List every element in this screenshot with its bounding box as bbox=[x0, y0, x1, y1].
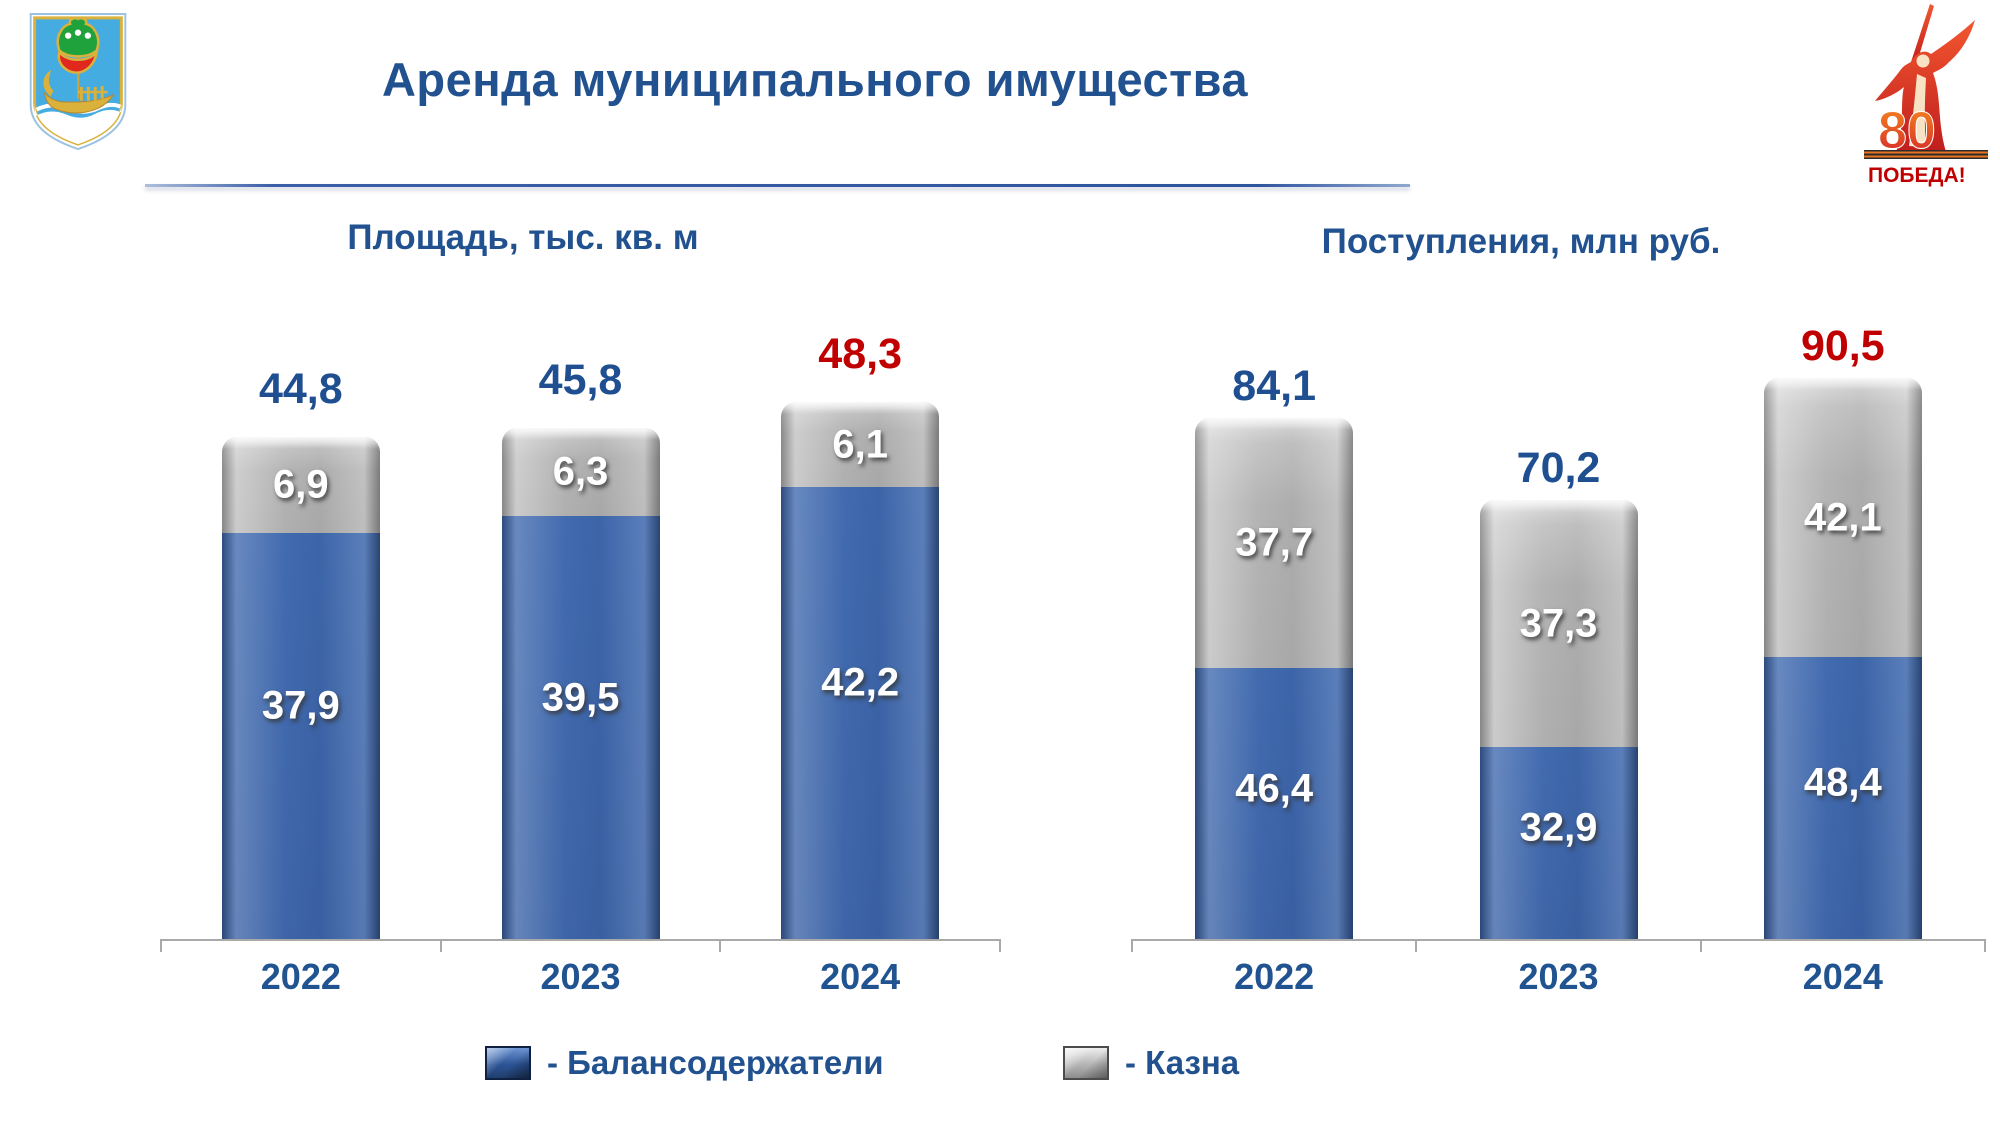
title-divider bbox=[145, 184, 1410, 187]
bar-segment-balance bbox=[502, 516, 660, 939]
bar-cap-highlight bbox=[502, 428, 660, 440]
x-axis-label-2023: 2023 bbox=[1518, 956, 1599, 997]
legend-item-kazna bbox=[1063, 1043, 1239, 1083]
bar-segment-balance bbox=[1764, 657, 1922, 939]
x-axis-label-2024: 2024 bbox=[1802, 956, 1883, 997]
x-axis-tick bbox=[1984, 939, 1986, 952]
bar-cap-highlight bbox=[781, 402, 939, 414]
stacked-bar-2022 bbox=[222, 437, 380, 939]
stacked-bar-2024 bbox=[781, 402, 939, 939]
victory-number: 80 bbox=[1878, 102, 1936, 160]
x-axis-label-2024: 2024 bbox=[820, 956, 901, 997]
bar-cap-highlight bbox=[1764, 378, 1922, 390]
total-value-label: 90,5 bbox=[1800, 322, 1885, 370]
x-axis-line bbox=[1132, 939, 1985, 941]
bar-segment-kazna bbox=[1195, 418, 1353, 668]
total-value-label: 45,8 bbox=[538, 356, 623, 404]
segment-value-label: 42,2 bbox=[821, 660, 900, 705]
stacked-bar-2024 bbox=[1764, 378, 1922, 939]
page-title: Аренда муниципального имущества bbox=[381, 53, 1249, 106]
segment-value-label: 48,4 bbox=[1803, 760, 1882, 805]
bar-cap-highlight bbox=[1480, 500, 1638, 512]
city-coat-of-arms-icon bbox=[28, 12, 128, 150]
victory-80-logo bbox=[1856, 0, 1996, 198]
legend-label-balance: - Балансодержатели bbox=[547, 1044, 884, 1081]
segment-value-label: 6,9 bbox=[273, 462, 329, 507]
x-axis-label-2022: 2022 bbox=[260, 956, 341, 997]
segment-value-label: 39,5 bbox=[541, 675, 620, 719]
segment-value-label: 37,7 bbox=[1235, 520, 1314, 565]
x-axis-line bbox=[161, 939, 1000, 941]
bar-segment-kazna bbox=[781, 402, 939, 487]
x-axis-tick bbox=[719, 939, 721, 952]
stacked-bar-2023 bbox=[502, 428, 660, 939]
x-axis-tick bbox=[1131, 939, 1133, 952]
x-axis-tick bbox=[999, 939, 1001, 952]
total-value-label: 48,3 bbox=[818, 330, 903, 378]
bar-cap-highlight bbox=[1195, 418, 1353, 430]
bar-segment-balance bbox=[1480, 747, 1638, 939]
legend-swatch-blue bbox=[485, 1046, 531, 1080]
segment-value-label: 6,3 bbox=[552, 449, 609, 494]
bar-segment-kazna bbox=[1764, 378, 1922, 657]
stacked-bar-2022 bbox=[1195, 418, 1353, 939]
stacked-bar-2023 bbox=[1480, 500, 1638, 939]
total-value-label: 44,8 bbox=[258, 365, 343, 413]
segment-value-label: 6,1 bbox=[832, 422, 888, 466]
left-chart-title: Площадь, тыс. кв. м bbox=[347, 218, 699, 257]
x-axis-tick bbox=[1700, 939, 1702, 952]
segment-value-label: 37,3 bbox=[1519, 601, 1598, 645]
total-value-label: 84,1 bbox=[1232, 362, 1317, 410]
bar-segment-balance bbox=[222, 533, 380, 939]
segment-value-label: 42,1 bbox=[1803, 495, 1882, 539]
segment-value-label: 32,9 bbox=[1519, 805, 1598, 850]
bar-cap-highlight bbox=[222, 437, 380, 449]
legend-item-balance bbox=[485, 1043, 884, 1083]
x-axis-label-2022: 2022 bbox=[1234, 956, 1315, 997]
bar-segment-balance bbox=[1195, 668, 1353, 939]
bar-segment-kazna bbox=[1480, 500, 1638, 747]
bar-segment-kazna bbox=[222, 437, 380, 533]
x-axis-label-2023: 2023 bbox=[540, 956, 621, 997]
bar-segment-balance bbox=[781, 487, 939, 939]
x-axis-tick bbox=[440, 939, 442, 952]
right-chart-title: Поступления, млн руб. bbox=[1321, 222, 1721, 261]
total-value-label: 70,2 bbox=[1516, 444, 1601, 492]
x-axis-tick bbox=[1415, 939, 1417, 952]
bar-segment-kazna bbox=[502, 428, 660, 516]
legend-label-kazna: - Казна bbox=[1125, 1044, 1240, 1081]
legend-swatch-gray bbox=[1063, 1046, 1109, 1080]
victory-word: ПОБЕДА! bbox=[1868, 164, 1966, 187]
x-axis-tick bbox=[160, 939, 162, 952]
segment-value-label: 46,4 bbox=[1235, 766, 1314, 810]
segment-value-label: 37,9 bbox=[261, 683, 340, 728]
